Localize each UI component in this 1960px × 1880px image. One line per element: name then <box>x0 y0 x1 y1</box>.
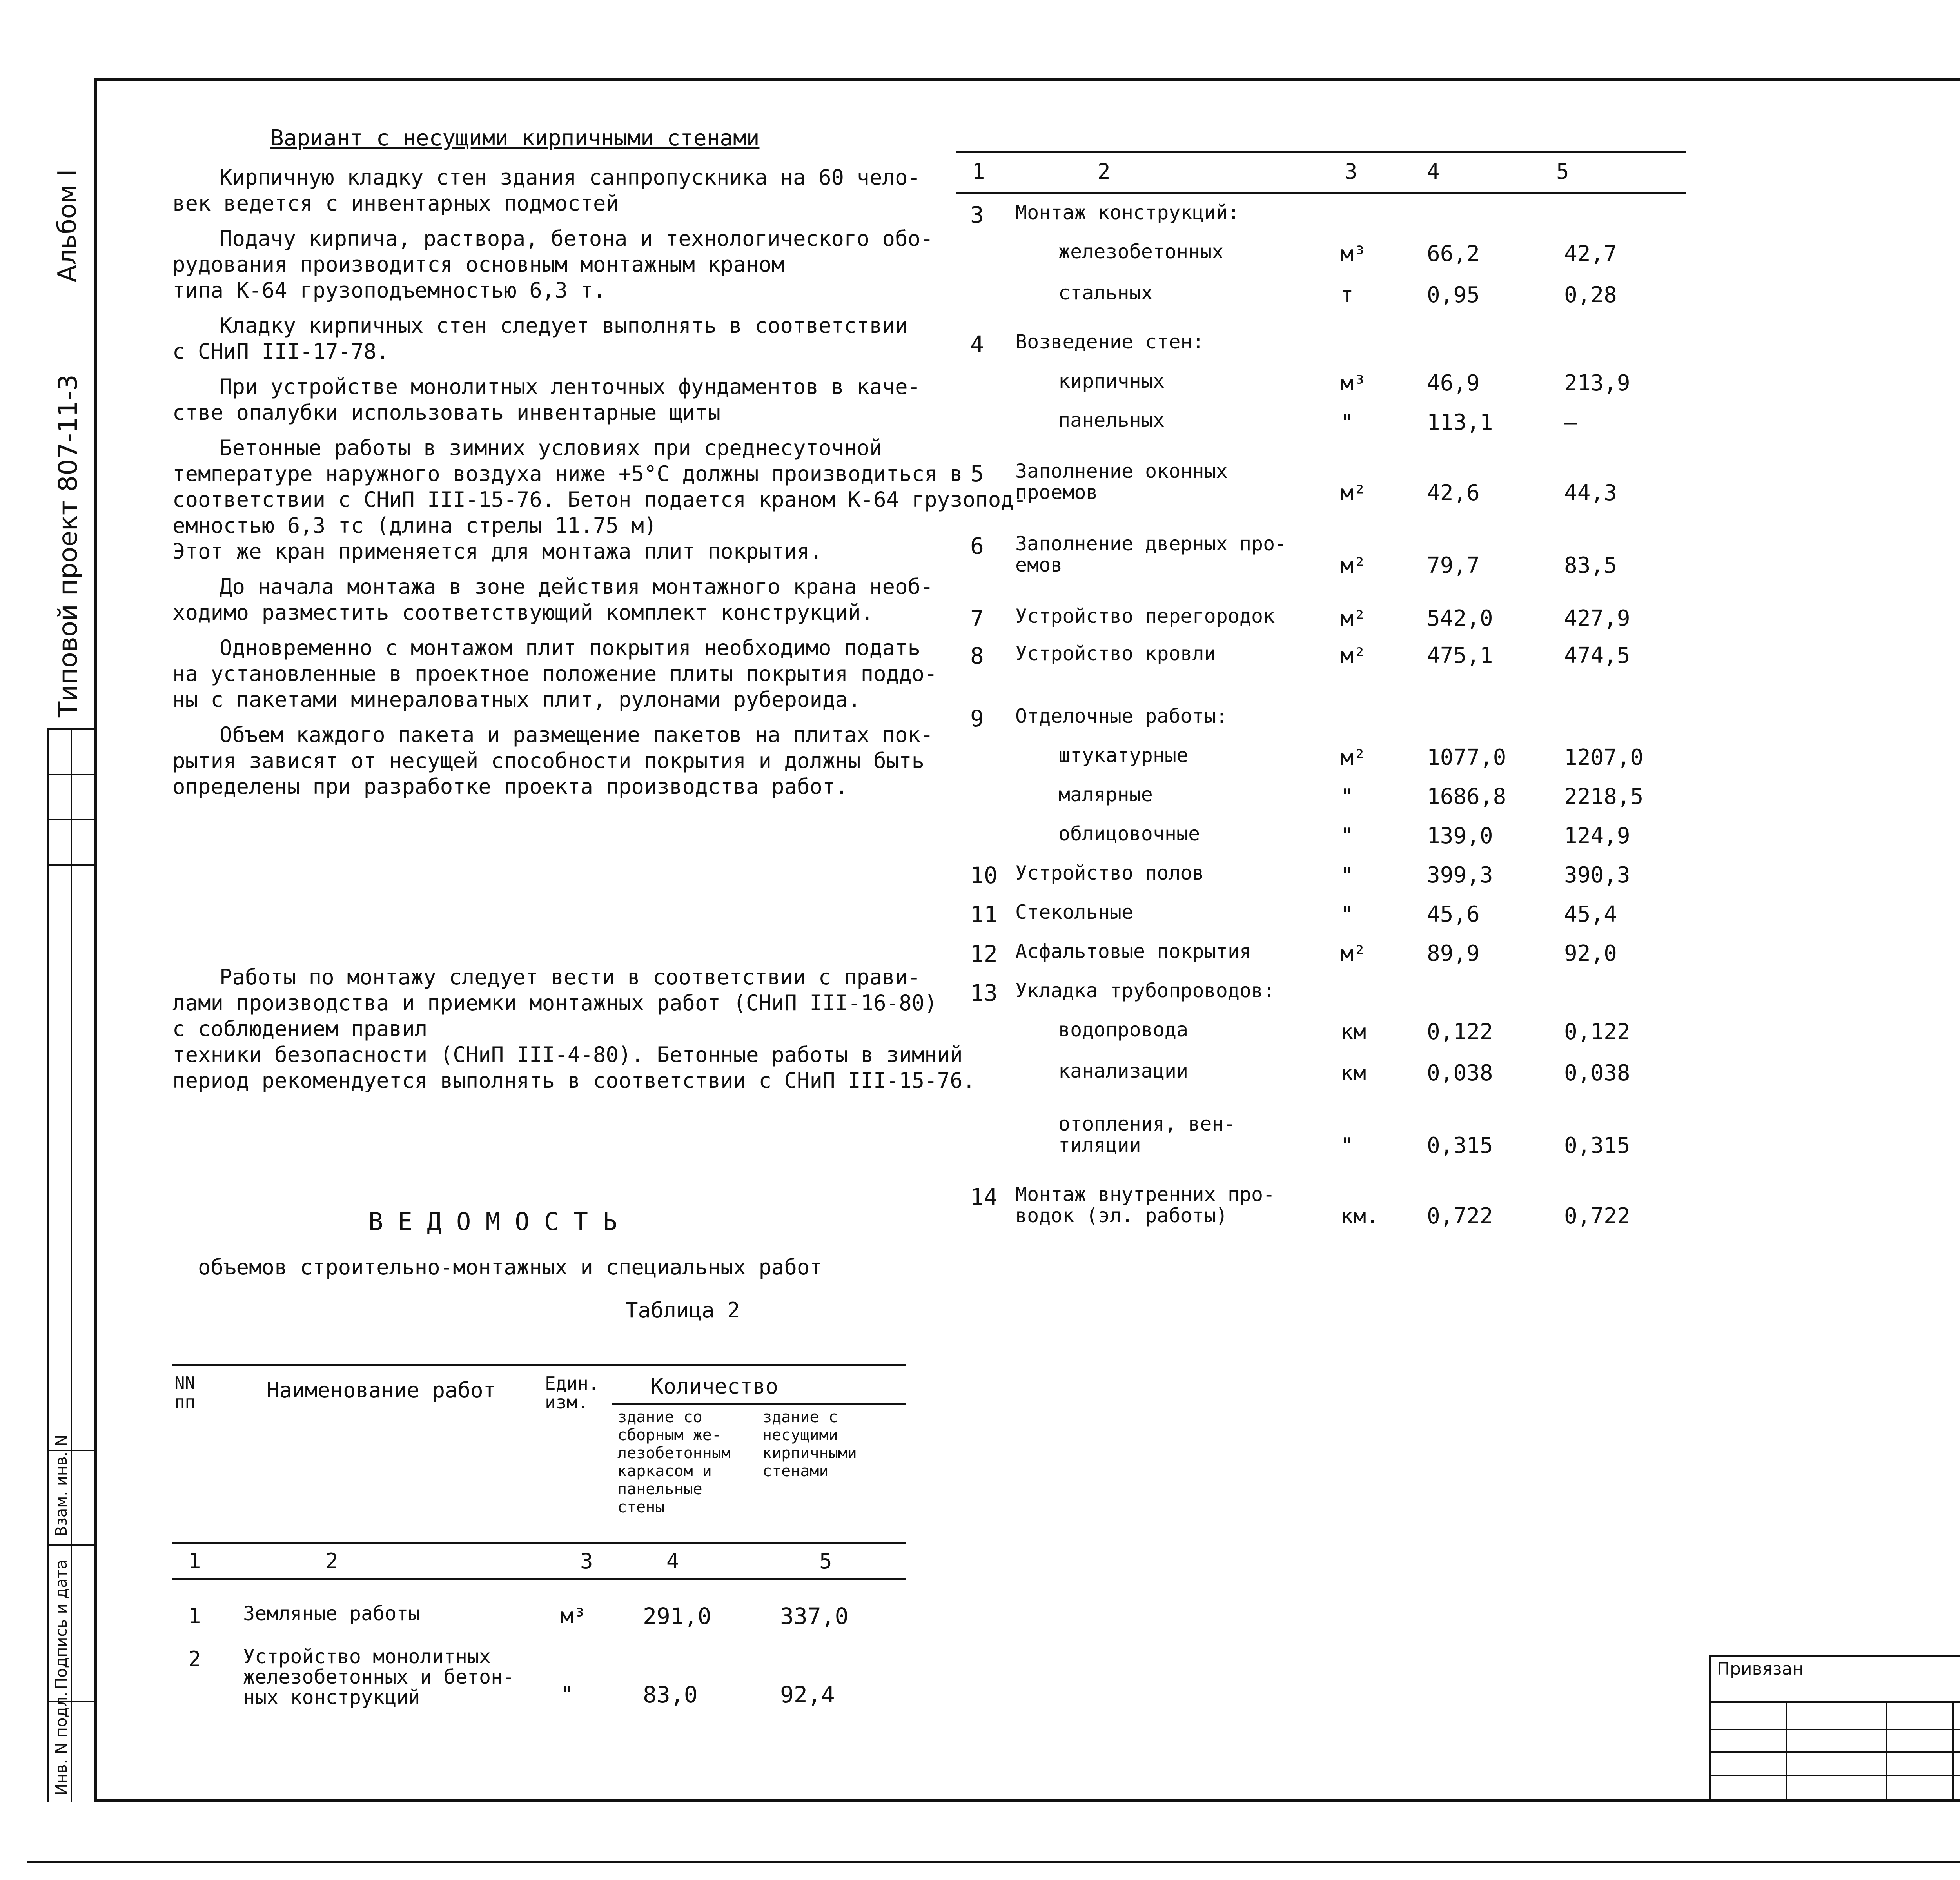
t1-h-qty: Количество <box>651 1374 779 1399</box>
note-line: стве опалубки использовать инвентарные щиты <box>172 400 720 425</box>
note-line: температуре наружного воздуха ниже +5°С должны производиться в <box>172 461 963 486</box>
t2-row-v4: 475,1 <box>1427 643 1493 668</box>
t2-row-name: облицовочные <box>1058 822 1200 845</box>
t2-row-unit: м² <box>1341 745 1367 770</box>
t1-row-v5: 337,0 <box>780 1603 849 1630</box>
vedomost-title: В Е Д О М О С Т Ь <box>368 1207 617 1236</box>
t1-h-col5-line: стенами <box>762 1462 829 1480</box>
frame-bottom <box>94 1799 1960 1802</box>
t2-row-v5: 45,4 <box>1564 902 1617 927</box>
t2-row-v5: 0,038 <box>1564 1060 1630 1086</box>
t2-row-number: 8 <box>970 642 984 669</box>
t1-row-v5: 92,4 <box>780 1681 835 1708</box>
note-line: ходимо разместить соответствующий комплект конструкций. <box>172 600 874 625</box>
t2-row-unit: т <box>1341 283 1354 307</box>
t1-h-col5-line: несущими <box>762 1426 838 1444</box>
t2-row-v5: 474,5 <box>1564 643 1630 668</box>
t2-row-v5: 0,28 <box>1564 282 1617 308</box>
note-line: До начала монтажа в зоне действия монтажного крана необ- <box>220 574 933 599</box>
t2-row-v5: 124,9 <box>1564 823 1630 849</box>
t2-row-number: 4 <box>970 331 984 357</box>
t2-col-number: 1 <box>972 159 985 184</box>
t2-row-v4: 89,9 <box>1427 941 1480 966</box>
t2-row-v5: 0,315 <box>1564 1133 1630 1158</box>
t2-row-v4: 79,7 <box>1427 553 1480 578</box>
t1-h-col4-line: стены <box>617 1498 665 1516</box>
t2-row-v5: 0,122 <box>1564 1019 1630 1045</box>
t1-h-col4-line: здание со <box>617 1408 702 1426</box>
t2-row-number: 5 <box>970 460 984 487</box>
t2-row-unit: " <box>1341 902 1354 927</box>
note-line: определены при разработке проекта производства работ. <box>172 774 848 799</box>
t2-row-v4: 113,1 <box>1427 410 1493 435</box>
t2-row-unit: " <box>1341 863 1354 887</box>
t1-col-number: 1 <box>188 1549 201 1573</box>
t2-row-v5: 390,3 <box>1564 862 1630 888</box>
t2-row-name: водопровода <box>1058 1018 1189 1041</box>
t2-col-number: 3 <box>1345 159 1357 184</box>
t2-row-v4: 42,6 <box>1427 480 1480 506</box>
t2-row-name: Укладка трубопроводов: <box>1015 979 1275 1002</box>
t2-row-name: стальных <box>1058 281 1153 304</box>
t2-row-unit: км <box>1341 1020 1367 1044</box>
t2-row-number: 13 <box>970 980 998 1006</box>
t2-row-number: 3 <box>970 201 984 228</box>
t2-row-name: Возведение стен: <box>1015 330 1204 353</box>
t2-row-v5: 427,9 <box>1564 606 1630 631</box>
t2-row-name: Асфальтовые покрытия <box>1015 940 1252 963</box>
t1-h-col4-line: каркасом и <box>617 1462 712 1480</box>
t2-row-v4: 1686,8 <box>1427 784 1506 809</box>
t2-row-v4: 0,95 <box>1427 282 1480 308</box>
t1-col-number: 2 <box>325 1549 338 1573</box>
t2-row-name: железобетонных <box>1058 240 1224 263</box>
t2-row-name: штукатурные <box>1058 744 1189 767</box>
t2-row-v5: 92,0 <box>1564 941 1617 966</box>
note-line: соответствии с СНиП III-15-76. Бетон подается краном К-64 грузопод- <box>172 487 1027 512</box>
stamp-vzam: Взам. инв. N <box>53 1435 71 1537</box>
note-line: емностью 6,3 тс (длина стрелы 11.75 м) <box>172 513 657 538</box>
t2-row-v5: 44,3 <box>1564 480 1617 506</box>
t2-row-v5: 42,7 <box>1564 241 1617 267</box>
t2-row-v4: 542,0 <box>1427 606 1493 631</box>
t1-row-name: ных конструкций <box>243 1686 420 1709</box>
t2-row-v4: 0,722 <box>1427 1203 1493 1229</box>
t1-row-number: 2 <box>188 1647 201 1671</box>
t2-row-name: Заполнение дверных про- емов <box>1015 532 1287 576</box>
t2-row-name: Устройство кровли <box>1015 642 1216 665</box>
note-line: Работы по монтажу следует вести в соответствии с прави- <box>220 965 921 989</box>
stamp-inv: Инв. N подл. <box>53 1691 71 1795</box>
t2-row-number: 12 <box>970 940 998 967</box>
t1-h-name: Наименование работ <box>267 1378 496 1403</box>
t2-row-v5: 2218,5 <box>1564 784 1644 809</box>
t2-row-name: Устройство перегородок <box>1015 605 1275 628</box>
t1-h-col4-line: сборным же- <box>617 1426 721 1444</box>
note-line: техники безопасности (СНиП III-4-80). Бетонные работы в зимний <box>172 1042 963 1067</box>
note-line: Кладку кирпичных стен следует выполнять в соответствии <box>220 313 908 338</box>
t2-row-name: Монтаж конструкций: <box>1015 201 1240 224</box>
t2-row-v4: 0,122 <box>1427 1019 1493 1045</box>
note-line: ны с пакетами минераловатных плит, рулонами рубероида. <box>172 687 861 712</box>
t2-col-number: 4 <box>1427 159 1440 184</box>
note-line: на установленные в проектное положение плиты покрытия поддо- <box>172 661 937 686</box>
t1-col-number: 4 <box>666 1549 679 1573</box>
t1-h-unit: Един. изм. <box>545 1373 599 1413</box>
t2-row-unit: км. <box>1341 1204 1379 1229</box>
note-line: Бетонные работы в зимних условиях при среднесуточной <box>220 436 882 460</box>
privyazan-label: Привязан <box>1717 1659 1804 1679</box>
note-line: век ведется с инвентарных подмостей <box>172 191 619 216</box>
t2-row-v5: 1207,0 <box>1564 745 1644 770</box>
t2-row-unit: м³ <box>1341 241 1367 266</box>
t1-h-col4-line: лезобетонным <box>617 1444 731 1462</box>
t1-row-v4: 291,0 <box>643 1603 711 1630</box>
t2-row-name: малярные <box>1058 783 1153 806</box>
note-line: период рекомендуется выполнять в соответствии с СНиП III-15-76. <box>172 1068 976 1093</box>
album-label: Альбом I <box>53 169 82 282</box>
t1-row-name: Устройство монолитных <box>243 1645 491 1668</box>
note-line: Объем каждого пакета и размещение пакетов на плитах пок- <box>220 722 933 747</box>
note-line: рытия зависят от несущей способности покрытия и должны быть <box>172 748 925 773</box>
note-line: Этот же кран применяется для монтажа плит покрытия. <box>172 539 823 564</box>
bottom-rule <box>27 1861 1960 1863</box>
t2-row-unit: м² <box>1341 941 1367 966</box>
t2-row-name: Отделочные работы: <box>1015 705 1228 728</box>
t2-row-unit: м² <box>1341 606 1367 631</box>
t2-row-v4: 0,038 <box>1427 1060 1493 1086</box>
t2-row-v5: 213,9 <box>1564 370 1630 396</box>
vedomost-subtitle: объемов строительно-монтажных и специальных работ <box>198 1255 823 1279</box>
t2-row-name: Устройство полов <box>1015 862 1204 884</box>
t2-row-unit: м² <box>1341 643 1367 668</box>
t1-row-number: 1 <box>188 1604 201 1628</box>
note-line: Подачу кирпича, раствора, бетона и технологического обо- <box>220 226 933 251</box>
note-line: типа К-64 грузоподъемностью 6,3 т. <box>172 278 606 303</box>
t2-row-name: отопления, вен- тиляции <box>1058 1112 1236 1156</box>
note-line: Одновременно с монтажом плит покрытия необходимо подать <box>220 635 921 660</box>
t2-row-name: Стекольные <box>1015 901 1134 924</box>
t2-row-number: 11 <box>970 901 998 928</box>
note-line: с соблюдением правил <box>172 1016 428 1041</box>
t1-row-unit: м³ <box>561 1604 586 1628</box>
t2-col-number: 2 <box>1098 159 1111 184</box>
t2-row-v5: 0,722 <box>1564 1203 1630 1229</box>
project-label: Типовой проект 807-11-3 <box>53 374 83 717</box>
t1-row-v4: 83,0 <box>643 1681 698 1708</box>
t2-row-name: Заполнение оконных проемов <box>1015 460 1228 504</box>
frame-top <box>94 78 1960 81</box>
note-line: При устройстве монолитных ленточных фундаментов в каче- <box>220 374 921 399</box>
t2-row-v4: 0,315 <box>1427 1133 1493 1158</box>
t2-row-unit: " <box>1341 784 1354 809</box>
t2-row-name: Монтаж внутренних про- водок (эл. работы) <box>1015 1183 1275 1227</box>
section-title: Вариант с несущими кирпичными стенами <box>270 125 760 151</box>
t2-row-unit: м² <box>1341 481 1367 505</box>
t2-row-v5: – <box>1564 410 1577 435</box>
t2-row-number: 6 <box>970 533 984 559</box>
note-line: рудования производится основным монтажным краном <box>172 252 784 277</box>
t2-row-unit: " <box>1341 410 1354 435</box>
t1-h-col5-line: кирпичными <box>762 1444 857 1462</box>
t2-row-unit: м³ <box>1341 371 1367 396</box>
t2-row-name: панельных <box>1058 409 1165 432</box>
t2-row-name: канализации <box>1058 1060 1189 1082</box>
note-line: Кирпичную кладку стен здания санпропускника на 60 чело- <box>220 165 921 190</box>
t2-row-v4: 46,9 <box>1427 370 1480 396</box>
t1-h-num: NN пп <box>174 1373 195 1412</box>
t2-row-v4: 1077,0 <box>1427 745 1506 770</box>
t1-col-number: 5 <box>819 1549 832 1573</box>
t2-row-unit: " <box>1341 1133 1354 1158</box>
table-label: Таблица 2 <box>625 1298 740 1323</box>
frame-left <box>94 78 97 1802</box>
t2-row-v4: 66,2 <box>1427 241 1480 267</box>
note-line: лами производства и приемки монтажных работ (СНиП III-16-80) <box>172 991 937 1015</box>
t1-col-number: 3 <box>580 1549 593 1573</box>
t2-row-v5: 83,5 <box>1564 553 1617 578</box>
t1-row-name: железобетонных и бетон- <box>243 1666 515 1688</box>
t2-row-unit: м² <box>1341 553 1367 578</box>
t2-row-number: 10 <box>970 862 998 889</box>
note-line: с СНиП III-17-78. <box>172 339 389 364</box>
t2-row-v4: 139,0 <box>1427 823 1493 849</box>
stamp-sign: Подпись и дата <box>53 1559 71 1689</box>
t2-row-v4: 45,6 <box>1427 902 1480 927</box>
t1-h-col5-line: здание с <box>762 1408 838 1426</box>
t2-row-number: 9 <box>970 705 984 732</box>
t2-row-unit: км <box>1341 1061 1367 1085</box>
t2-row-v4: 399,3 <box>1427 862 1493 888</box>
t2-row-number: 14 <box>970 1183 998 1210</box>
t2-row-unit: " <box>1341 824 1354 848</box>
t1-h-col4-line: панельные <box>617 1480 702 1498</box>
t1-row-name: Земляные работы <box>243 1602 420 1625</box>
t1-row-unit: " <box>561 1682 573 1707</box>
t2-row-number: 7 <box>970 605 984 632</box>
t2-row-name: кирпичных <box>1058 370 1165 392</box>
t2-col-number: 5 <box>1556 159 1569 184</box>
